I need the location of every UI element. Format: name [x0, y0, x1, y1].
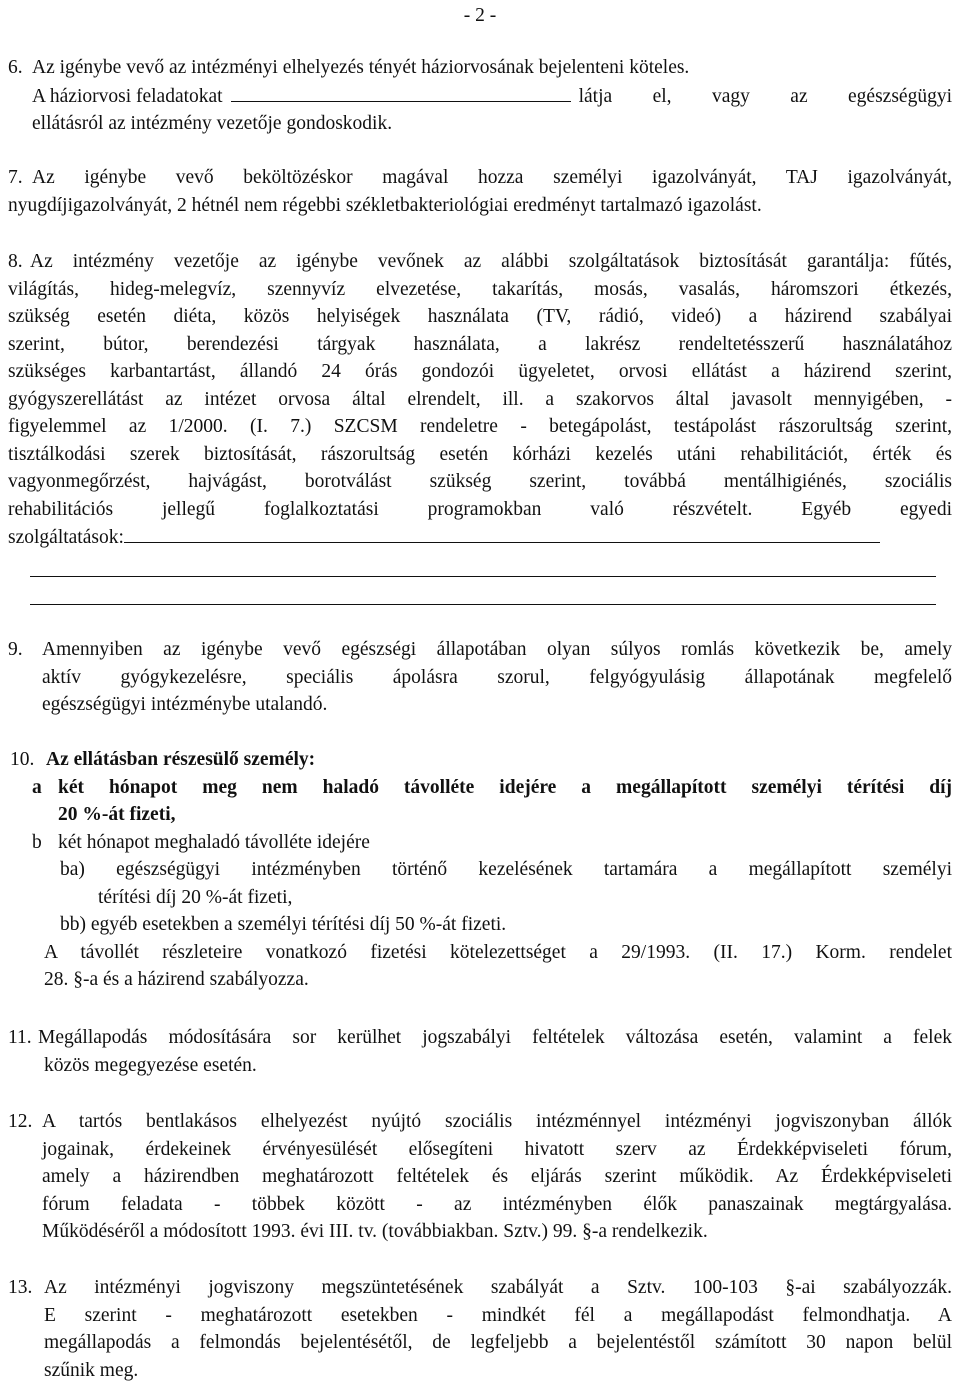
item-13-line-1: Az intézményi jogviszony megszüntetésének szabályát a Sztv. 100-103 §-ai szabályozzák. [44, 1277, 952, 1298]
item-10-b-letter: b [32, 831, 42, 853]
item-7-line-1: Az igénybe vevő beköltözéskor magával hozza személyi igazolványát, TAJ igazolványát, [32, 167, 952, 188]
item-number: 10. [10, 749, 35, 770]
item-10-b-text: két hónapot meghaladó távolléte idejére [58, 831, 370, 853]
item-13 [0, 1274, 960, 1384]
item-10-ba-line-2: térítési díj 20 %-át fizeti, [98, 886, 293, 908]
item-6 [0, 54, 960, 138]
item-8-line-9: vagyonmegőrzést, hajvágást, borotválást szükség szerint, továbbá mentálhigiénés, szociális [8, 471, 952, 492]
item-10-a [0, 774, 960, 829]
item-7 [0, 164, 960, 219]
item-11-line-1: Megállapodás módosítására sor kerülhet jogszabályi feltételek változása esetén, valamint a felek [38, 1027, 952, 1048]
item-12 [0, 1108, 960, 1246]
item-8-line-6: gyógyszerellátást az intézet orvosa által elrendelt, ill. a szakorvos által javasolt mennyigében, - [8, 388, 952, 410]
item-10-b [0, 829, 960, 857]
item-10-heading: Az ellátásban részesülő személy: [46, 749, 316, 770]
item-11-line-2: közös megegyezése esetén. [44, 1054, 257, 1076]
item-10 [0, 746, 960, 994]
item-12-last-line: Működéséről a módosított 1993. évi III. tv. (továbbiakban. Sztv.) 99. §-a rendelkezik. [42, 1221, 708, 1242]
item-6-line-2-start: A háziorvosi feladatokat [32, 85, 223, 107]
item-12-line-4: fórum feladata - többek között - az intézményben élők panaszainak megtárgyalása. [42, 1193, 952, 1215]
item-13-line-3: megállapodás a felmondás bejelentésétől, de legfeljebb a bejelentéstől számított 30 napon belül [44, 1332, 952, 1353]
item-9 [0, 636, 960, 719]
item-10-bb: bb) egyéb esetekben a személyi térítési díj 50 %-át fizeti. [60, 914, 507, 935]
item-6-line-2-end: látja el, vagy az egészségügyi [578, 85, 952, 107]
item-10-note [0, 939, 960, 994]
item-8-line-4: szerint, bútor, berendezési tárgyak használata, a lakrész rendeltetésszerű használatához [8, 333, 952, 355]
item-10-ba-line-1: ba) egészségügyi intézményben történő kezelésének tartamára a megállapított személyi [60, 859, 952, 880]
item-8-last-line [8, 523, 952, 552]
item-number: 11. [8, 1027, 32, 1048]
item-6-line-2 [32, 82, 952, 111]
item-6-line-3: ellátásról az intézmény vezetője gondoskodik. [32, 113, 393, 134]
gp-name-blank-line [231, 82, 571, 102]
item-12-line-3: amely a házirendben meghatározott feltételek és eljárás szerint működik. Az Érdekképviseleti [42, 1166, 952, 1187]
item-9-line-3: egészségügyi intézménybe utalandó. [42, 694, 328, 715]
item-11 [0, 1024, 960, 1079]
item-7-line-2: nyugdíjigazolványát, 2 hétnél nem régebbi székletbakteriológiai eredményt tartalmazó igazolást. [8, 194, 762, 216]
item-8-line-5: szükséges karbantartást, állandó 24 órás gondozói ügyeletet, orvosi ellátást a házirend szerint, [8, 361, 952, 382]
item-10-note-line-1: A távollét részleteire vonatkozó fizetési kötelezettséget a 29/1993. (II. 17.) Korm. rendelet [44, 941, 952, 963]
item-10-a-letter: a [32, 776, 42, 798]
item-number: 6. [8, 57, 23, 78]
item-8-line-8: tisztálkodási szerek biztosítását, rászorultság esetén kórházi kezelés utáni rehabilitációt, érték és [8, 443, 952, 465]
item-8-line-7: figyelemmel az 1/2000. (I. 7.) SZCSM rendeletre - betegápolást, testápolást rászorultság szerint, [8, 416, 952, 437]
item-9-line-1: Amennyiben az igénybe vevő egészségi állapotában olyan súlyos romlás következik be, amely [42, 639, 952, 660]
item-10-a-line-2: 20 %-át fizeti, [58, 804, 176, 825]
item-6-line-1: Az igénybe vevő az intézményi elhelyezés tényét háziorvosának bejelenteni köteles. [32, 57, 690, 78]
item-10-note-line-2: 28. §-a és a házirend szabályozza. [44, 969, 309, 990]
item-10-a-line-1: két hónapot meg nem haladó távolléte idejére a megállapított személyi térítési díj [58, 776, 952, 798]
item-10-ba [0, 856, 960, 939]
blank-line-1 [30, 576, 936, 577]
item-12-line-2: jogainak, érdekeinek érvényesülését elősegíteni hivatott szerv az Érdekképviseleti fórum, [42, 1138, 952, 1160]
item-9-line-2: aktív gyógykezelésre, speciális ápolásra szorul, felgyógyulásig állapotának megfelelő [42, 666, 952, 688]
item-8-line-10: rehabilitációs jellegű foglalkoztatási programokban való részvételt. Egyéb egyedi [8, 498, 952, 520]
item-8 [0, 248, 960, 552]
blank-line-2 [30, 604, 936, 605]
item-13-line-2: E szerint - meghatározott esetekben - mindkét fél a megállapodást felmondhatja. A [44, 1304, 952, 1326]
item-number: 9. [8, 639, 23, 660]
page-number: - 2 - [463, 5, 497, 26]
item-number: 12. [8, 1111, 33, 1132]
other-services-label: szolgáltatások: [8, 527, 124, 548]
item-number: 8. [8, 251, 23, 272]
item-12-line-1: A tartós bentlakásos elhelyezést nyújtó szociális intézménnyel intézményi jogviszonyban állók [42, 1111, 952, 1132]
item-number: 13. [8, 1277, 33, 1298]
item-13-last-line: szűnik meg. [44, 1359, 139, 1381]
item-8-line-3: szükség esetén diéta, közös helyiségek használata (TV, rádió, videó) a házirend szabályai [8, 306, 952, 327]
item-8-line-2: világítás, hideg-melegvíz, szennyvíz elvezetése, takarítás, mosás, vasalás, háromszori étkezés, [8, 278, 952, 300]
item-8-line-1: Az intézmény vezetője az igénybe vevőnek az alábbi szolgáltatások biztosítását garantálja: fűtés, [30, 251, 952, 272]
other-services-blank-line [124, 523, 880, 543]
item-number: 7. [8, 167, 23, 188]
